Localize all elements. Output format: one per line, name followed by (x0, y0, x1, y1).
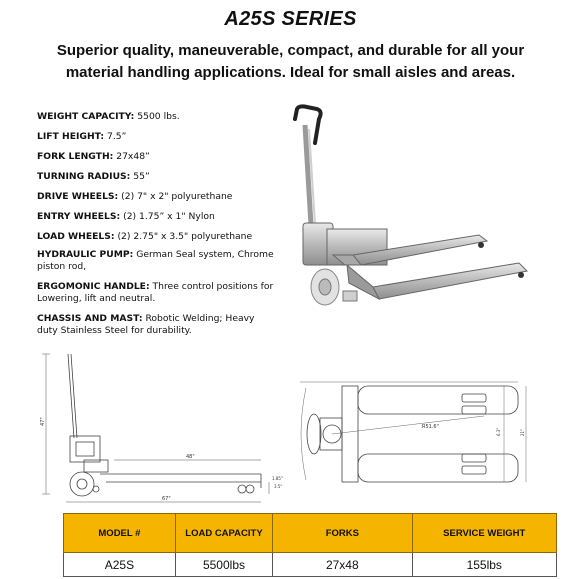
spec-value: 7.5” (107, 131, 127, 142)
table-header-load-capacity: LOAD CAPACITY (175, 514, 272, 553)
pallet-jack-photo (283, 105, 533, 325)
spec-label: WEIGHT CAPACITY: (37, 111, 135, 122)
spec-label: DRIVE WHEELS: (37, 191, 119, 202)
spec-label: HYDRAULIC PUMP: (37, 249, 134, 260)
spec-value: 5500 lbs. (137, 111, 180, 122)
table-cell-load-capacity: 5500lbs (175, 553, 272, 577)
spec-label: LIFT HEIGHT: (37, 131, 105, 142)
side-fork-label: 48" (186, 454, 195, 460)
top-radius-label: R51.6" (422, 424, 439, 430)
side-overall-label: 67" (162, 496, 171, 502)
table-header-service-weight: SERVICE WEIGHT (412, 514, 556, 553)
spec-turning-radius (37, 171, 277, 183)
table-header-forks: FORKS (273, 514, 412, 553)
side-low-label: 1.85" (272, 476, 283, 481)
spec-label: CHASSIS AND MAST: (37, 313, 143, 324)
spec-table (63, 513, 557, 577)
spec-value: 27x48” (116, 151, 150, 162)
table-header-row (64, 514, 557, 553)
spec-value: German Seal system, Chrome piston rod, (37, 249, 274, 272)
side-mid-label: 3.5" (274, 484, 283, 489)
page-title: A25S SERIES (224, 8, 357, 30)
spec-entry-wheels (37, 211, 277, 223)
spec-value: Robotic Welding; Heavy duty Stainless Steel for durability. (37, 313, 255, 336)
top-width-label: 21" (520, 429, 525, 436)
side-height-label: 47" (40, 417, 46, 426)
spec-fork-length (37, 151, 277, 163)
spec-value: 55” (133, 171, 150, 182)
spec-value: (2) 2.75" x 3.5" polyurethane (117, 231, 253, 242)
table-row (64, 553, 557, 577)
spec-lift-height (37, 131, 277, 143)
spec-weight-capacity (37, 111, 277, 123)
table-cell-model: A25S (64, 553, 176, 577)
spec-hydraulic-pump (37, 249, 277, 273)
spec-value: (2) 1.75” x 1" Nylon (123, 211, 215, 222)
side-view-drawing (36, 348, 281, 508)
spec-label: TURNING RADIUS: (37, 171, 131, 182)
spec-label: FORK LENGTH: (37, 151, 114, 162)
spec-label: LOAD WHEELS: (37, 231, 115, 242)
spec-label: ERGOMONIC HANDLE: (37, 281, 150, 292)
spec-list (37, 111, 277, 337)
table-header-model: MODEL # (64, 514, 176, 553)
spec-value: (2) 7" x 2" polyurethane (121, 191, 233, 202)
spec-value: Three control positions for Lowering, lift and neutral. (37, 281, 274, 304)
table-cell-service-weight: 155lbs (412, 553, 556, 577)
top-view-drawing (292, 378, 537, 493)
spec-ergonomic-handle (37, 281, 277, 305)
page-subtitle: Superior quality, maneuverable, compact, and durable for all your material handling applications. Ideal for small aisles and areas. (56, 42, 525, 81)
spec-drive-wheels (37, 191, 277, 203)
spec-label: ENTRY WHEELS: (37, 211, 121, 222)
spec-chassis-and-mast (37, 313, 277, 337)
spec-load-wheels (37, 231, 277, 243)
table-cell-forks: 27x48 (273, 553, 412, 577)
top-inner-label: 6.3" (496, 427, 501, 436)
